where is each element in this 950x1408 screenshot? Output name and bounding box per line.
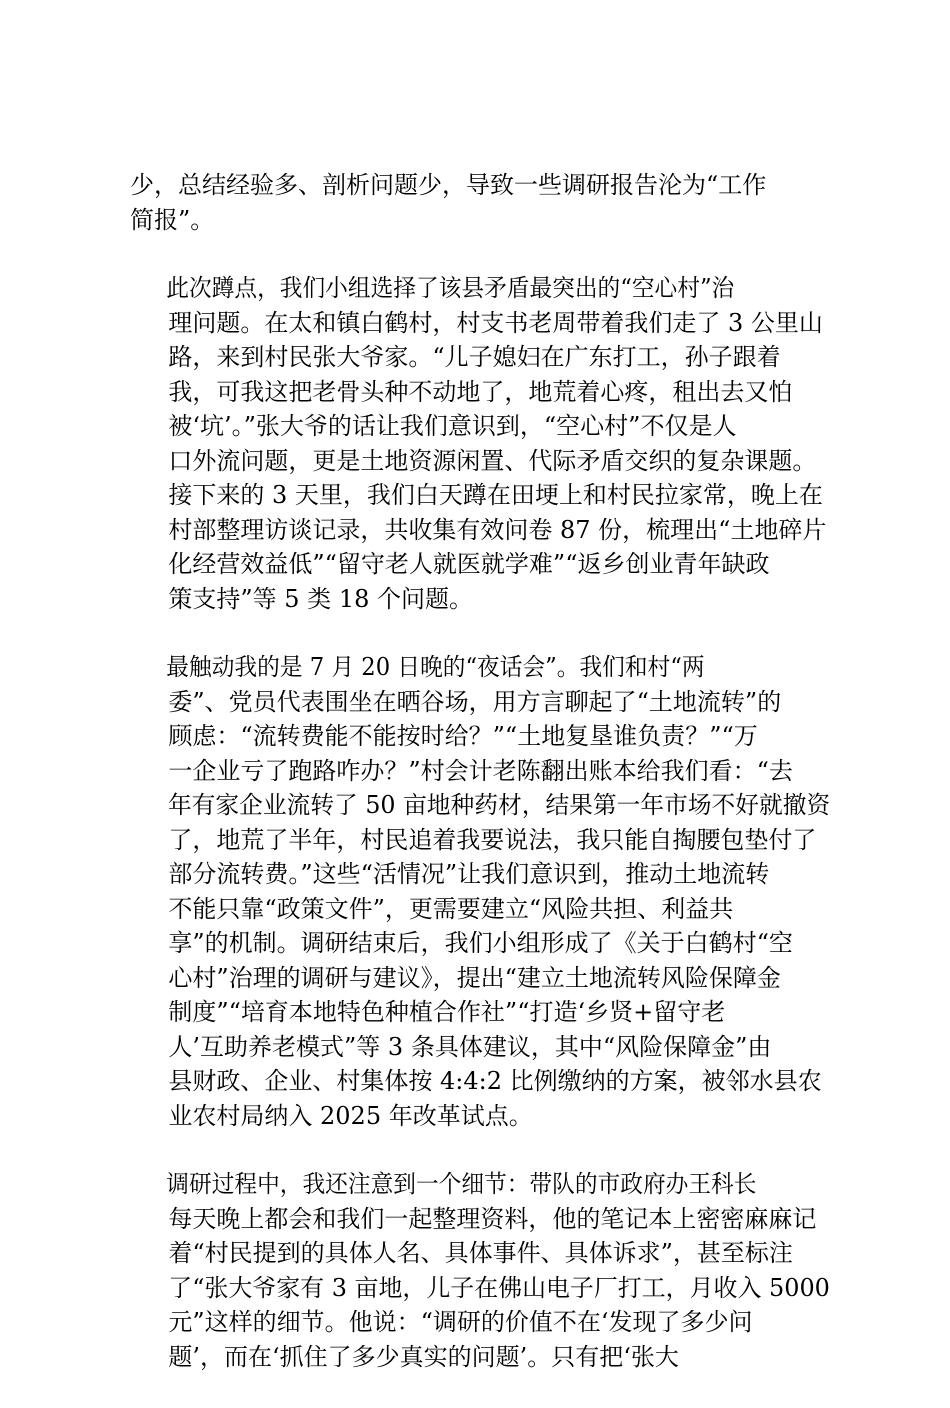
text-line: 委”、党员代表围坐在晒谷场，用方言聊起了“土地流转”的 xyxy=(168,687,782,716)
text-line: 此次蹲点，我们小组选择了该县矛盾最突出的“空心村”治 xyxy=(166,274,735,302)
text-line: 理问题。在太和镇白鹤村，村支书老周带着我们走了 3 公里山 xyxy=(168,308,823,337)
text-line: 元”这样的细节。他说：“调研的价值不在‘发现了多少问 xyxy=(168,1308,753,1336)
paragraph xyxy=(130,168,830,237)
text-line: 每天晚上都会和我们一起整理资料，他的笔记本上密密麻麻记 xyxy=(168,1204,817,1233)
text-line: 我，可我这把老骨头种不动地了，地荒着心疼，租出去又怕 xyxy=(168,377,793,406)
text-line: 化经营效益低”“留守老人就医就学难”“返乡创业青年缺政 xyxy=(168,550,770,578)
text-line: 调研过程中，我还注意到一个细节：带队的市政府办王科长 xyxy=(166,1170,757,1198)
text-line: 享”的机制。调研结束后，我们小组形成了《关于白鹤村“空 xyxy=(168,929,793,957)
text-line: 了，地荒了半年，村民追着我要说法，我只能自掏腰包垫付了 xyxy=(168,825,817,854)
document-body xyxy=(130,168,830,1408)
text-line: 业农村局纳入 2025 年改革试点。 xyxy=(168,1101,533,1130)
text-line: 村部整理访谈记录，共收集有效问卷 87 份，梳理出“土地碎片 xyxy=(168,515,827,544)
text-line: 简报”。 xyxy=(130,205,215,234)
text-line: 了“张大爷家有 3 亩地，儿子在佛山电子厂打工，月收入 5000 xyxy=(168,1273,830,1302)
paragraph xyxy=(130,650,830,1133)
paragraph xyxy=(130,271,830,616)
text-line: 一企业亏了跑路咋办？”村会计老陈翻出账本给我们看：“去 xyxy=(168,756,793,785)
text-line: 最触动我的是 7 月 20 日晚的“夜话会”。我们和村“两 xyxy=(166,653,705,681)
text-line: 被‘坑’。”张大爷的话让我们意识到，“空心村”不仅是人 xyxy=(168,412,737,440)
text-line: 心村”治理的调研与建议》，提出“建立土地流转风险保障金 xyxy=(168,963,781,992)
text-line: 策支持”等 5 类 18 个问题。 xyxy=(168,584,473,613)
text-line: 部分流转费。”这些“活情况”让我们意识到，推动土地流转 xyxy=(168,860,770,888)
text-line: 口外流问题，更是土地资源闲置、代际矛盾交织的复杂课题。 xyxy=(168,446,817,475)
text-line: 题’，而在‘抓住了多少真实的问题’。只有把‘张大 xyxy=(168,1342,679,1371)
text-line: 接下来的 3 天里，我们白天蹲在田埂上和村民拉家常，晚上在 xyxy=(168,481,823,509)
text-line: 少，总结经验多、剖析问题少，导致一些调研报告沦为“工作 xyxy=(130,171,767,199)
text-line: 路，来到村民张大爷家。“儿子媳妇在广东打工，孙子跟着 xyxy=(168,343,781,371)
text-line: 着“村民提到的具体人名、具体事件、具体诉求”，甚至标注 xyxy=(168,1239,793,1267)
text-line: 年有家企业流转了 50 亩地种药材，结果第一年市场不好就撤资 xyxy=(167,791,831,819)
text-line: 制度”“培育本地特色种植合作社”“打造‘乡贤+留守老 xyxy=(168,998,726,1026)
text-line: 顾虑：“流转费能不能按时给？”“土地复垦谁负责？”“万 xyxy=(168,722,758,750)
text-line: 人’互助养老模式”等 3 条具体建议，其中“风险保障金”由 xyxy=(168,1032,772,1061)
paragraph xyxy=(130,1167,830,1374)
text-line: 县财政、企业、村集体按 4:4:2 比例缴纳的方案，被邻水县农 xyxy=(168,1067,822,1095)
text-line: 不能只靠“政策文件”，更需要建立“风险共担、利益共 xyxy=(168,894,734,923)
